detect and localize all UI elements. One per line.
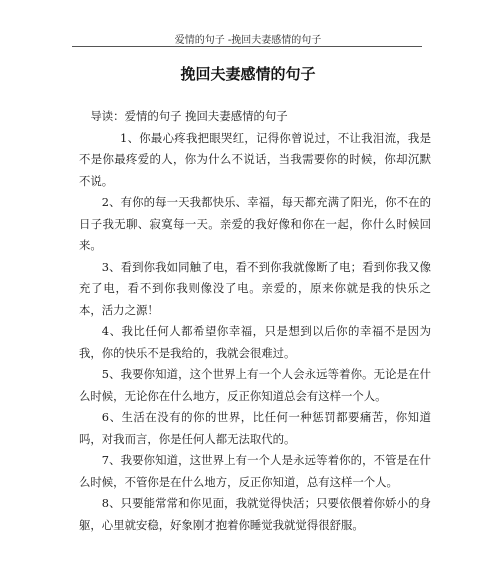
lead-paragraph: 导读：爱情的句子 挽回夫妻感情的句子 bbox=[90, 109, 288, 123]
paragraph-2: 2、有你的每一天我都快乐、幸福，每天都充满了阳光，你不在的日子我无聊、寂寞每一天。亲爱的我好像和你在一起，你什么时候回来。 bbox=[79, 195, 431, 252]
document-body bbox=[79, 106, 431, 536]
header-divider bbox=[72, 46, 422, 47]
paragraph-7: 7、我要你知道，这世界上有一个人是永远等着你的，不管是在什么时候，不管你是在什么地方，反正你知道，总有这样一个人。 bbox=[79, 453, 431, 489]
paragraph-3: 3、看到你我如同触了电，看不到你我就像断了电；看到你我又像充了电，看不到你我则像没了电。亲爱的，原来你就是我的快乐之本，活力之源！ bbox=[79, 259, 431, 317]
paragraph-4: 4、我比任何人都希望你幸福，只是想到以后你的幸福不是因为我，你的快乐不是我给的，我就会很难过。 bbox=[79, 324, 431, 360]
document-title: 挽回夫妻感情的句子 bbox=[180, 65, 316, 83]
paragraph-1: 1、你最心疼我把眼哭红，记得你曾说过，不让我泪流，我是不是你最疼爱的人，你为什么不说话，当我需要你的时候，你却沉默不说。 bbox=[79, 130, 431, 188]
paragraph-6: 6、生活在没有的你的世界，比任何一种惩罚都要痛苦，你知道吗，对我而言，你是任何人都无法取代的。 bbox=[79, 410, 431, 446]
paragraph-8: 8、只要能常常和你见面，我就觉得快活；只要依偎着你娇小的身躯，心里就安稳，好象刚才抱着你睡觉我就觉得很舒服。 bbox=[79, 496, 431, 532]
paragraph-5: 5、我要你知道，这个世界上有一个人会永远等着你。无论是在什么时候，无论你在什么地方，反正你知道总会有这样一个人。 bbox=[79, 367, 431, 403]
running-header: 爱情的句子 -挽回夫妻感情的句子 bbox=[174, 35, 322, 46]
